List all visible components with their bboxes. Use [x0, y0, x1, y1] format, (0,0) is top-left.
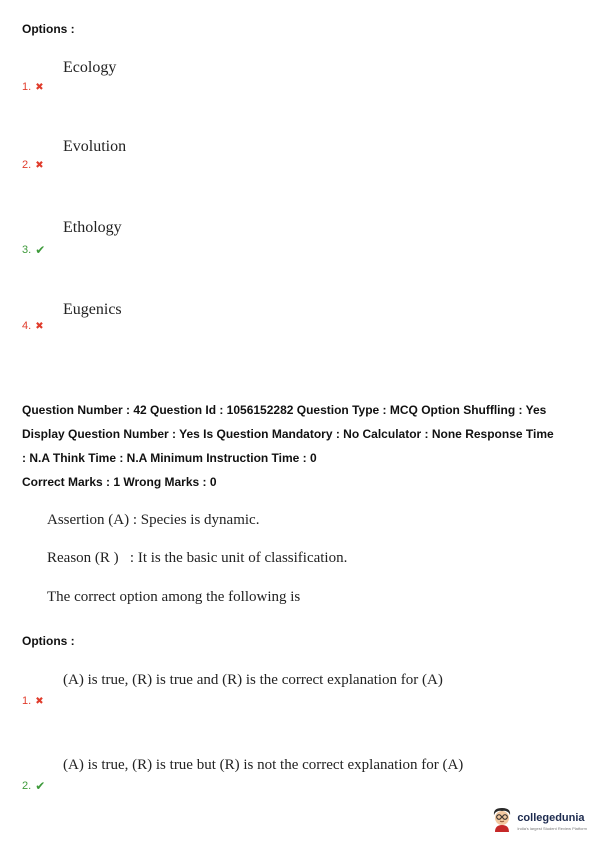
- logo-name: collegedunia: [517, 811, 585, 824]
- option-number: [22, 159, 44, 171]
- option-text: Evolution: [63, 138, 127, 155]
- question-metadata: [22, 398, 582, 494]
- option-number-label: 2.: [22, 780, 32, 792]
- reason-text: Reason (R ) : It is the basic unit of classification.: [47, 550, 348, 566]
- check-icon: ✔: [35, 243, 46, 257]
- logo-text: [517, 808, 587, 831]
- assertion-text: Assertion (A) : Species is dynamic.: [47, 512, 260, 528]
- options-label: Options :: [22, 634, 75, 648]
- option-number: [22, 779, 45, 793]
- collegedunia-logo: [491, 806, 587, 832]
- option-number: [22, 81, 44, 93]
- options-label: Options :: [22, 22, 75, 36]
- option-number-label: 2.: [22, 159, 32, 171]
- cross-icon: ✖: [35, 320, 44, 332]
- option-text: Ethology: [63, 219, 122, 236]
- option-number-label: 1.: [22, 695, 32, 707]
- meta-line: Question Number : 42 Question Id : 1056152282 Question Type : MCQ Option Shuffling : Yes: [22, 403, 547, 417]
- option-number: [22, 320, 44, 332]
- option-number-label: 4.: [22, 320, 32, 332]
- option-number: [22, 695, 44, 707]
- marks-line: Correct Marks : 1 Wrong Marks : 0: [22, 475, 217, 489]
- option-text: Ecology: [63, 59, 117, 76]
- cross-icon: ✖: [35, 81, 44, 93]
- logo-tagline: India's largest Student Review Platform: [517, 825, 587, 831]
- option-text: (A) is true, (R) is true and (R) is the correct explanation for (A): [63, 672, 443, 688]
- option-number-label: 1.: [22, 81, 32, 93]
- mascot-icon: [491, 806, 513, 832]
- option-text: (A) is true, (R) is true but (R) is not the correct explanation for (A): [63, 757, 464, 773]
- check-icon: ✔: [35, 779, 46, 793]
- question-prompt: The correct option among the following is: [47, 589, 301, 605]
- option-number-label: 3.: [22, 244, 32, 256]
- cross-icon: ✖: [35, 159, 44, 171]
- meta-line: : N.A Think Time : N.A Minimum Instruction Time : 0: [22, 451, 317, 465]
- cross-icon: ✖: [35, 695, 44, 707]
- meta-line: Display Question Number : Yes Is Question Mandatory : No Calculator : None Response Time: [22, 427, 554, 441]
- option-number: [22, 243, 45, 257]
- option-text: Eugenics: [63, 301, 122, 318]
